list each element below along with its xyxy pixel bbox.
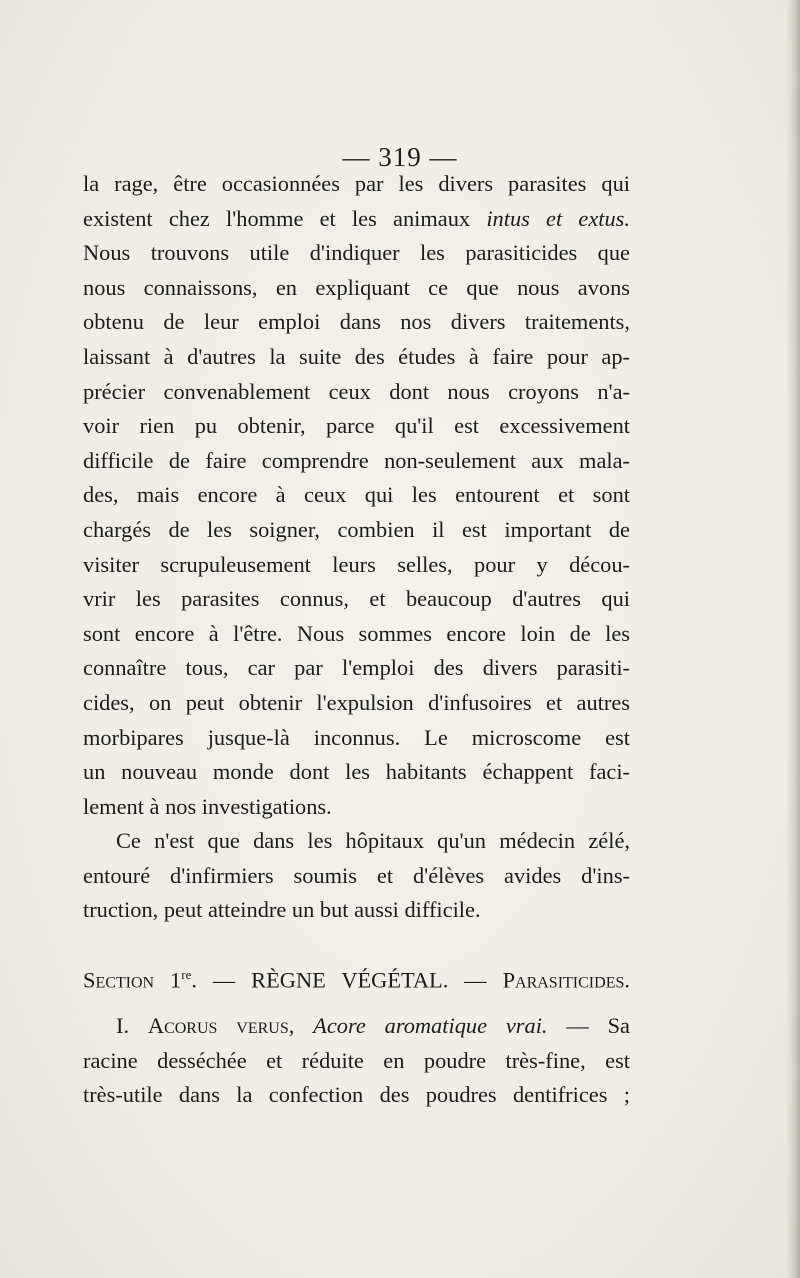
text-line: Ce n'est que dans les hôpitaux qu'un médecin zélé,: [116, 828, 630, 854]
section-dot: . —: [191, 967, 236, 993]
section-number-sup: re: [181, 967, 192, 982]
text-line: obtenu de leur emploi dans nos divers traitements,: [83, 309, 630, 335]
section-label: Section: [83, 967, 155, 993]
text-line: racine desséchée et réduite en poudre très-fine, est: [83, 1047, 630, 1073]
entry-latin-name: Acorus verus,: [147, 1013, 295, 1038]
text-line: sont encore à l'être. Nous sommes encore loin de les: [83, 620, 630, 646]
text-line: voir rien pu obtenir, parce qu'il est excessivement: [83, 413, 630, 439]
text-line: la rage, être occasionnées par les divers parasites qui: [83, 171, 630, 196]
text-line: truction, peut atteindre un but aussi difficile.: [83, 897, 481, 923]
text-line: [83, 1009, 630, 1044]
text-line-roman: existent chez l'homme et les animaux: [83, 205, 471, 231]
entry-line1-rest: — Sa: [566, 1013, 630, 1038]
section-dash: —: [464, 967, 487, 993]
text-line: des, mais encore à ceux qui les entourent et sont: [83, 482, 630, 508]
section-subtitle: Parasiticides.: [502, 967, 630, 993]
entry-french-name: Acore aromatique vrai.: [313, 1013, 548, 1038]
text-line: morbipares jusque-là inconnus. Le microscome est: [83, 724, 630, 750]
text-line: Nous trouvons utile d'indiquer les parasiticides que: [83, 240, 630, 266]
text-line: laissant à d'autres la suite des études à faire pour ap-: [83, 343, 630, 369]
text-line: cides, on peut obtenir l'expulsion d'infusoires et autres: [83, 689, 630, 715]
page-edge-shadow: [786, 0, 800, 1278]
text-line: difficile de faire comprendre non-seulement aux mala-: [83, 447, 630, 473]
text-line: connaître tous, car par l'emploi des divers parasiti-: [83, 655, 630, 681]
italic-phrase: intus et extus.: [486, 205, 630, 231]
text-line: précier convenablement ceux dont nous croyons n'a-: [83, 378, 630, 404]
text-line: entouré d'infirmiers soumis et d'élèves avides d'ins-: [83, 862, 630, 888]
paragraph-1: [83, 167, 630, 928]
text-line: vrir les parasites connus, et beaucoup d'autres qui: [83, 586, 630, 612]
page-number: — 319 —: [342, 142, 458, 172]
text-line: [83, 202, 630, 237]
text-line: très-utile dans la confection des poudres dentifrices ;: [83, 1082, 630, 1108]
section-heading: [83, 958, 630, 998]
text-line: chargés de les soigner, combien il est important de: [83, 516, 630, 542]
entry-acorus: [83, 1009, 630, 1113]
text-line: un nouveau monde dont les habitants échappent faci-: [83, 759, 630, 785]
text-line: visiter scrupuleusement leurs selles, pour y décou-: [83, 551, 630, 577]
entry-numeral: I.: [116, 1013, 130, 1038]
text-line: lement à nos investigations.: [83, 793, 332, 819]
text-line: nous connaissons, en expliquant ce que nous avons: [83, 274, 630, 300]
section-title: RÈGNE VÉGÉTAL.: [251, 967, 449, 993]
section-number: 1: [170, 967, 182, 993]
